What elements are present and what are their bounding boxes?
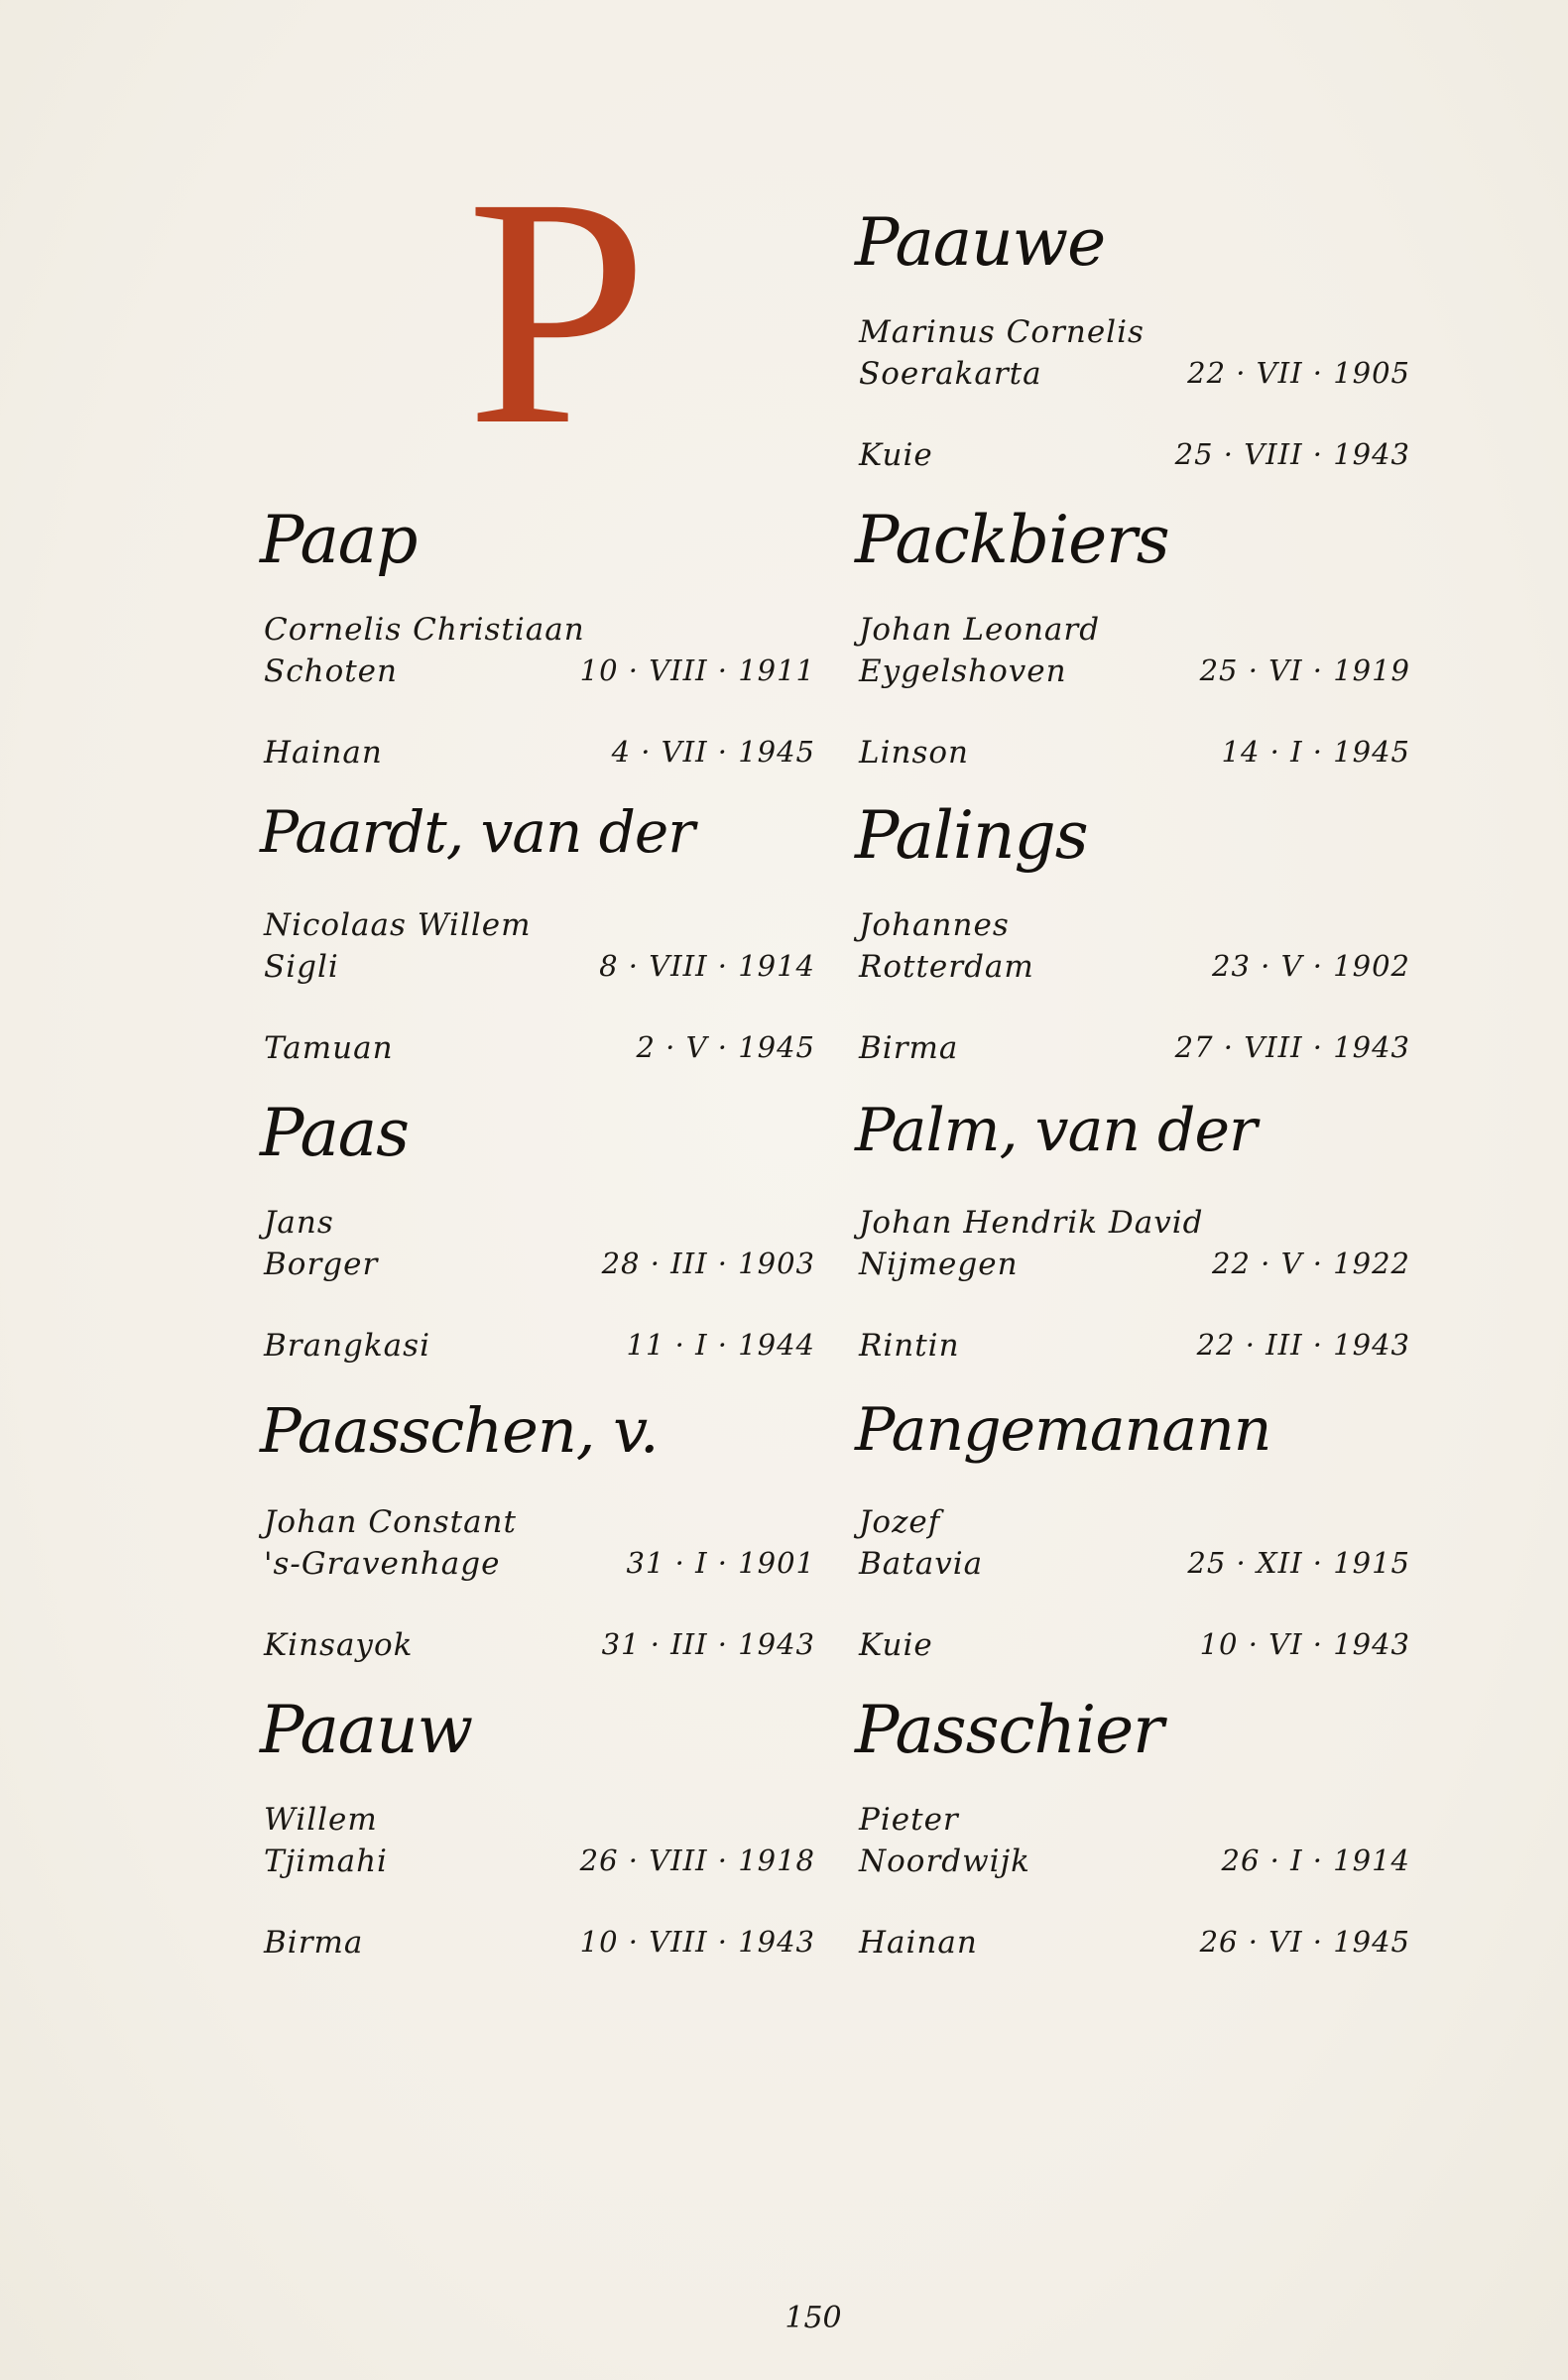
birth-place: Nijmegen [859, 1247, 1019, 1282]
birth-date: 28 · III · 1903 [601, 1247, 815, 1280]
surname: Palings [855, 797, 1088, 874]
birth-date: 25 · VI · 1919 [1199, 654, 1410, 687]
birth-date: 26 · VIII · 1918 [579, 1844, 815, 1877]
name-entry [855, 204, 1410, 498]
surname: Paasschen, v. [260, 1394, 659, 1467]
given-names: Pieter [859, 1802, 959, 1838]
death-date: 11 · I · 1944 [626, 1328, 815, 1362]
death-date: 4 · VII · 1945 [611, 735, 815, 769]
name-entry [855, 1692, 1410, 1985]
birth-place: Batavia [859, 1546, 984, 1582]
death-place: Rintin [859, 1328, 960, 1364]
surname: Packbiers [855, 502, 1169, 578]
given-names: Jozef [859, 1504, 941, 1540]
birth-place: 's-Gravenhage [264, 1546, 501, 1582]
surname: Pangemanann [855, 1395, 1271, 1465]
surname: Passchier [855, 1692, 1163, 1768]
name-entry [260, 1394, 815, 1688]
death-date: 26 · VI · 1945 [1199, 1925, 1410, 1959]
death-place: Hainan [264, 735, 383, 771]
name-entry [855, 1096, 1410, 1388]
page-number: 150 [784, 2301, 842, 2335]
death-place: Birma [264, 1925, 364, 1961]
illuminated-initial: P [466, 131, 649, 493]
surname: Paas [260, 1095, 410, 1171]
birth-date: 25 · XII · 1915 [1187, 1546, 1410, 1580]
birth-place: Borger [264, 1247, 379, 1282]
birth-date: 23 · V · 1902 [1212, 949, 1410, 983]
surname: Paauw [260, 1692, 473, 1768]
death-date: 10 · VI · 1943 [1199, 1627, 1410, 1661]
given-names: Johannes [859, 907, 1010, 943]
surname: Paardt, van der [260, 798, 694, 866]
birth-date: 22 · VII · 1905 [1187, 356, 1410, 390]
birth-date: 10 · VIII · 1911 [579, 654, 815, 687]
birth-date: 22 · V · 1922 [1212, 1247, 1410, 1280]
birth-place: Tjimahi [264, 1844, 388, 1879]
birth-place: Soerakarta [859, 356, 1042, 392]
birth-date: 8 · VIII · 1914 [599, 949, 815, 983]
death-date: 14 · I · 1945 [1221, 735, 1410, 769]
birth-place: Sigli [264, 949, 339, 985]
death-place: Kuie [859, 1627, 933, 1663]
given-names: Cornelis Christiaan [264, 612, 585, 648]
name-entry [260, 1095, 815, 1388]
death-place: Kuie [859, 437, 933, 473]
surname: Paap [260, 502, 418, 578]
birth-place: Schoten [264, 654, 398, 689]
birth-place: Rotterdam [859, 949, 1034, 985]
death-date: 27 · VIII · 1943 [1174, 1030, 1410, 1064]
name-entry [855, 502, 1410, 795]
death-date: 2 · V · 1945 [636, 1030, 815, 1064]
birth-place: Eygelshoven [859, 654, 1067, 689]
given-names: Jans [264, 1205, 334, 1241]
birth-place: Noordwijk [859, 1844, 1030, 1879]
given-names: Marinus Cornelis [859, 314, 1145, 350]
death-date: 22 · III · 1943 [1196, 1328, 1410, 1362]
name-entry [855, 1395, 1410, 1688]
death-place: Linson [859, 735, 970, 771]
birth-date: 26 · I · 1914 [1221, 1844, 1410, 1877]
death-place: Brangkasi [264, 1328, 430, 1364]
death-place: Birma [859, 1030, 959, 1066]
surname: Paauwe [855, 204, 1106, 281]
surname: Palm, van der [855, 1096, 1257, 1165]
given-names: Nicolaas Willem [264, 907, 532, 943]
given-names: Johan Leonard [859, 612, 1101, 648]
death-place: Kinsayok [264, 1627, 414, 1663]
given-names: Willem [264, 1802, 378, 1838]
name-entry [260, 1692, 815, 1985]
given-names: Johan Hendrik David [859, 1205, 1204, 1241]
name-entry [855, 797, 1410, 1091]
birth-date: 31 · I · 1901 [626, 1546, 815, 1580]
name-entry [260, 798, 815, 1091]
death-date: 10 · VIII · 1943 [579, 1925, 815, 1959]
death-place: Hainan [859, 1925, 978, 1961]
name-entry [260, 502, 815, 795]
death-date: 31 · III · 1943 [601, 1627, 815, 1661]
death-place: Tamuan [264, 1030, 394, 1066]
death-date: 25 · VIII · 1943 [1174, 437, 1410, 471]
given-names: Johan Constant [264, 1504, 517, 1540]
